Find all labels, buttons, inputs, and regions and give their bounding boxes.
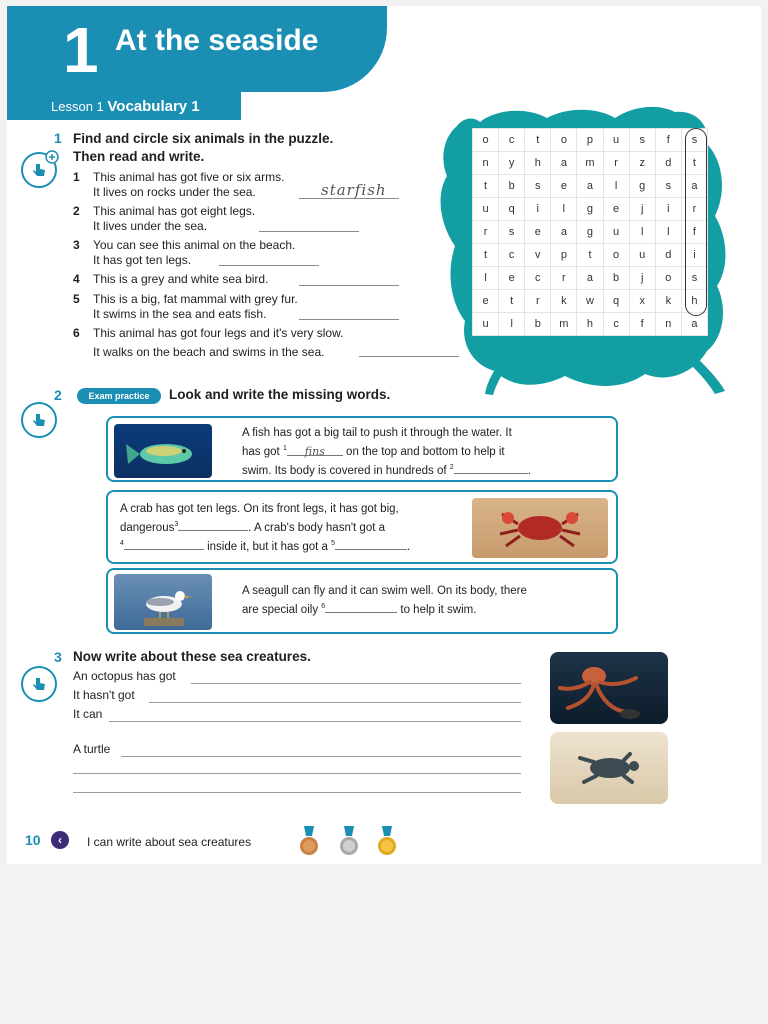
puzzle-letter[interactable]: s — [525, 175, 551, 198]
puzzle-letter[interactable]: s — [655, 175, 681, 198]
puzzle-letter[interactable]: a — [551, 152, 577, 175]
gap-6[interactable] — [325, 602, 397, 613]
answer-line-5[interactable] — [299, 319, 399, 320]
clue-line: This animal has got eight legs. — [93, 204, 256, 218]
can-do-statement: I can write about sea creatures — [87, 835, 252, 849]
puzzle-letter[interactable]: t — [577, 244, 603, 267]
crab-text-line2 — [120, 517, 470, 536]
text-fragment: to help it swim. — [400, 603, 477, 616]
puzzle-letter[interactable]: e — [551, 175, 577, 198]
exercise-2-number: 2 — [54, 387, 62, 403]
octopus-prompt: An octopus has got — [73, 669, 176, 683]
puzzle-letter[interactable]: j — [629, 267, 655, 290]
puzzle-letter[interactable]: u — [603, 221, 629, 244]
text-fragment: swim. Its body is covered in hundreds of — [242, 464, 447, 477]
seagull-text — [242, 584, 602, 618]
clue-number: 1 — [73, 170, 80, 184]
puzzle-letter[interactable]: t — [499, 290, 525, 313]
puzzle-row — [473, 267, 708, 290]
crab-text-line1: A crab has got ten legs. On its front legs, it has got big, — [120, 503, 399, 515]
puzzle-letter[interactable]: r — [681, 198, 707, 221]
puzzle-letter[interactable]: d — [655, 152, 681, 175]
exercise-1-number: 1 — [54, 130, 62, 146]
puzzle-letter[interactable]: l — [473, 267, 499, 290]
clue-line: It walks on the beach and swims in the sea. — [93, 345, 325, 359]
gap-2[interactable] — [454, 463, 528, 474]
puzzle-letter[interactable]: a — [681, 313, 707, 336]
clue-number: 6 — [73, 326, 80, 340]
text-fragment: on the top and bottom to help it — [346, 445, 505, 458]
write-line[interactable] — [109, 721, 521, 722]
text-fragment: are special oily — [242, 603, 319, 616]
puzzle-letter[interactable]: n — [655, 313, 681, 336]
exercise-1-title — [73, 130, 333, 166]
puzzle-letter[interactable]: p — [551, 244, 577, 267]
clue-number: 5 — [73, 292, 80, 306]
puzzle-letter[interactable]: h — [681, 290, 707, 313]
lesson-bar — [7, 92, 241, 120]
fish-photo — [114, 424, 212, 478]
answer-line-3[interactable] — [219, 265, 319, 266]
puzzle-letter[interactable]: l — [629, 221, 655, 244]
turtle-prompt: A turtle — [73, 742, 111, 756]
exercise-1-title-line2: Then read and write. — [73, 149, 205, 164]
puzzle-letter[interactable]: o — [551, 129, 577, 152]
exercise-1-pointing-hand-icon — [21, 152, 57, 188]
clue-line: It lives under the sea. — [93, 219, 208, 233]
puzzle-letter[interactable]: x — [629, 290, 655, 313]
puzzle-letter[interactable]: s — [499, 221, 525, 244]
puzzle-letter[interactable]: a — [577, 267, 603, 290]
clue-line: This animal has got five or six arms. — [93, 170, 285, 184]
puzzle-letter[interactable]: e — [473, 290, 499, 313]
text-fragment: . A crab's body hasn't got a — [248, 521, 385, 534]
bronze-medal-icon[interactable] — [298, 826, 320, 858]
puzzle-letter[interactable]: s — [629, 129, 655, 152]
seagull-text-line1: A seagull can fly and it can swim well. On its body, there — [242, 585, 527, 597]
puzzle-letter[interactable]: o — [603, 244, 629, 267]
seagull-text-line2 — [242, 599, 602, 618]
puzzle-letter[interactable]: c — [603, 313, 629, 336]
puzzle-letter[interactable]: b — [525, 313, 551, 336]
write-line[interactable] — [121, 756, 521, 757]
clue-line: It swims in the sea and eats fish. — [93, 307, 267, 321]
crab-card — [106, 490, 618, 564]
puzzle-row — [473, 152, 708, 175]
puzzle-letter[interactable]: h — [577, 313, 603, 336]
puzzle-letter[interactable]: t — [473, 244, 499, 267]
fish-card — [106, 416, 618, 482]
fish-text — [242, 426, 602, 479]
text-fragment: dangerous — [120, 521, 175, 534]
puzzle-letter[interactable]: t — [681, 152, 707, 175]
puzzle-row — [473, 221, 708, 244]
puzzle-letter[interactable]: a — [681, 175, 707, 198]
puzzle-letter[interactable]: s — [681, 129, 707, 152]
answer-line-2[interactable] — [259, 231, 359, 232]
puzzle-letter[interactable]: r — [603, 152, 629, 175]
word-search-puzzle[interactable] — [472, 128, 708, 336]
answer-starfish: starfish — [321, 181, 387, 199]
clue-item — [73, 204, 393, 234]
clue-line: It lives on rocks under the sea. — [93, 185, 256, 199]
puzzle-letter[interactable]: l — [499, 313, 525, 336]
puzzle-letter[interactable]: r — [525, 290, 551, 313]
puzzle-letter[interactable]: i — [525, 198, 551, 221]
gap-number: 4 — [120, 539, 124, 547]
puzzle-letter[interactable]: a — [577, 175, 603, 198]
puzzle-letter[interactable]: u — [603, 129, 629, 152]
gap-5[interactable] — [335, 539, 407, 550]
puzzle-letter[interactable]: i — [655, 198, 681, 221]
puzzle-letter[interactable]: c — [499, 129, 525, 152]
puzzle-row — [473, 290, 708, 313]
puzzle-letter[interactable]: o — [655, 267, 681, 290]
write-line[interactable] — [73, 773, 521, 774]
puzzle-letter[interactable]: j — [629, 198, 655, 221]
seagull-card — [106, 568, 618, 634]
gap-1[interactable] — [287, 445, 343, 456]
gap-answer: fins — [304, 444, 325, 458]
text-fragment: inside it, but it has got a — [207, 540, 328, 553]
lesson-prefix: Lesson 1 — [51, 99, 104, 114]
gap-3[interactable] — [178, 520, 248, 531]
puzzle-letter[interactable]: z — [629, 152, 655, 175]
puzzle-letter[interactable]: g — [577, 221, 603, 244]
puzzle-letter[interactable]: l — [603, 175, 629, 198]
puzzle-letter[interactable]: h — [525, 152, 551, 175]
gap-number: 1 — [282, 445, 287, 452]
exam-practice-badge: Exam practice — [77, 388, 161, 404]
puzzle-letter[interactable]: b — [603, 267, 629, 290]
puzzle-letter[interactable]: g — [577, 198, 603, 221]
puzzle-letter[interactable]: u — [473, 198, 499, 221]
puzzle-letter[interactable]: k — [551, 290, 577, 313]
puzzle-letter[interactable]: q — [603, 290, 629, 313]
puzzle-letter[interactable]: t — [525, 129, 551, 152]
puzzle-letter[interactable]: e — [525, 221, 551, 244]
puzzle-letter[interactable]: c — [525, 267, 551, 290]
turtle-photo — [550, 732, 668, 804]
exercise-2-title: Look and write the missing words. — [169, 387, 391, 402]
silver-medal-icon[interactable] — [338, 826, 360, 858]
clue-line: This animal has got four legs and it's very slow. — [93, 326, 344, 340]
circled-word-starfish — [685, 128, 707, 316]
lesson-label — [51, 98, 200, 115]
puzzle-letter[interactable]: c — [499, 244, 525, 267]
puzzle-letter[interactable]: e — [499, 267, 525, 290]
exercise-3-pointing-hand-icon — [21, 666, 57, 702]
puzzle-letter[interactable]: u — [629, 244, 655, 267]
clue-line: This is a grey and white sea bird. — [93, 272, 269, 286]
gold-medal-icon[interactable] — [376, 826, 398, 858]
page-number: 10 — [25, 832, 41, 848]
puzzle-letter[interactable]: u — [473, 313, 499, 336]
crab-text-line3: $^4$ inside it, but it has got a $^5$ . — [120, 539, 411, 553]
puzzle-letter[interactable]: o — [473, 129, 499, 152]
write-line[interactable] — [73, 792, 521, 793]
clue-item — [73, 292, 393, 322]
puzzle-letter[interactable]: v — [525, 244, 551, 267]
back-arrow-icon[interactable]: ‹ — [51, 831, 69, 849]
puzzle-letter[interactable]: f — [655, 129, 681, 152]
puzzle-letter[interactable]: l — [551, 198, 577, 221]
puzzle-letter[interactable]: a — [551, 221, 577, 244]
clue-line: You can see this animal on the beach. — [93, 238, 296, 252]
clue-number: 3 — [73, 238, 80, 252]
puzzle-letter[interactable]: g — [629, 175, 655, 198]
puzzle-letter[interactable]: l — [655, 221, 681, 244]
puzzle-row — [473, 175, 708, 198]
puzzle-letter[interactable]: t — [473, 175, 499, 198]
puzzle-letter[interactable]: m — [551, 313, 577, 336]
gap-number: 6 — [321, 603, 326, 610]
puzzle-row — [473, 244, 708, 267]
fish-text-line2 — [242, 441, 602, 460]
puzzle-letter[interactable]: k — [655, 290, 681, 313]
unit-number: 1 — [63, 14, 99, 86]
text-fragment: has got — [242, 445, 280, 458]
puzzle-letter[interactable]: r — [473, 221, 499, 244]
write-line[interactable] — [149, 702, 521, 703]
clue-line: This is a big, fat mammal with grey fur. — [93, 292, 298, 306]
exercise-1-title-line1: Find and circle six animals in the puzzle. — [73, 131, 334, 146]
crab-photo — [472, 498, 608, 558]
clue-number: 4 — [73, 272, 80, 286]
puzzle-letter[interactable]: y — [499, 152, 525, 175]
puzzle-letter[interactable]: e — [603, 198, 629, 221]
puzzle-letter[interactable]: b — [499, 175, 525, 198]
gap-number: 2 — [449, 463, 454, 471]
puzzle-letter[interactable]: i — [681, 244, 707, 267]
octopus-prompt-3: It can — [73, 707, 103, 721]
fish-text-line1: A fish has got a big tail to push it through the water. It — [242, 427, 512, 439]
fish-text-line3: swim. Its body is covered in hundreds of $^2$ . — [242, 463, 531, 477]
puzzle-row — [473, 198, 708, 221]
octopus-prompt-2: It hasn't got — [73, 688, 135, 702]
workbook-page — [7, 6, 761, 864]
lesson-title: Vocabulary 1 — [107, 98, 200, 115]
unit-title: At the seaside — [115, 24, 319, 57]
gap-number: 5 — [331, 539, 336, 547]
crab-text — [120, 502, 470, 555]
puzzle-letter[interactable]: s — [681, 267, 707, 290]
exercise-3-title: Now write about these sea creatures. — [73, 649, 311, 664]
puzzle-letter[interactable]: n — [473, 152, 499, 175]
gap-4[interactable] — [124, 539, 204, 550]
puzzle-letter[interactable]: m — [577, 152, 603, 175]
clue-number: 2 — [73, 204, 80, 218]
gap-number: 3 — [174, 521, 179, 528]
puzzle-letter[interactable]: p — [577, 129, 603, 152]
clue-item — [73, 326, 453, 360]
exercise-3-number: 3 — [54, 649, 62, 665]
clue-line: It has got ten legs. — [93, 253, 192, 267]
exercise-2-pointing-hand-icon — [21, 402, 57, 438]
puzzle-letter[interactable]: d — [655, 244, 681, 267]
puzzle-row — [473, 129, 708, 152]
write-line[interactable] — [191, 683, 521, 684]
answer-line-1[interactable] — [299, 198, 399, 199]
clue-item — [73, 238, 393, 268]
puzzle-letter[interactable]: q — [499, 198, 525, 221]
answer-line-4[interactable] — [299, 285, 399, 286]
octopus-photo — [550, 652, 668, 724]
puzzle-letter[interactable]: r — [551, 267, 577, 290]
puzzle-letter[interactable]: f — [681, 221, 707, 244]
seagull-photo — [114, 574, 212, 630]
puzzle-row — [473, 313, 708, 336]
puzzle-letter[interactable]: f — [629, 313, 655, 336]
puzzle-letter[interactable]: w — [577, 290, 603, 313]
